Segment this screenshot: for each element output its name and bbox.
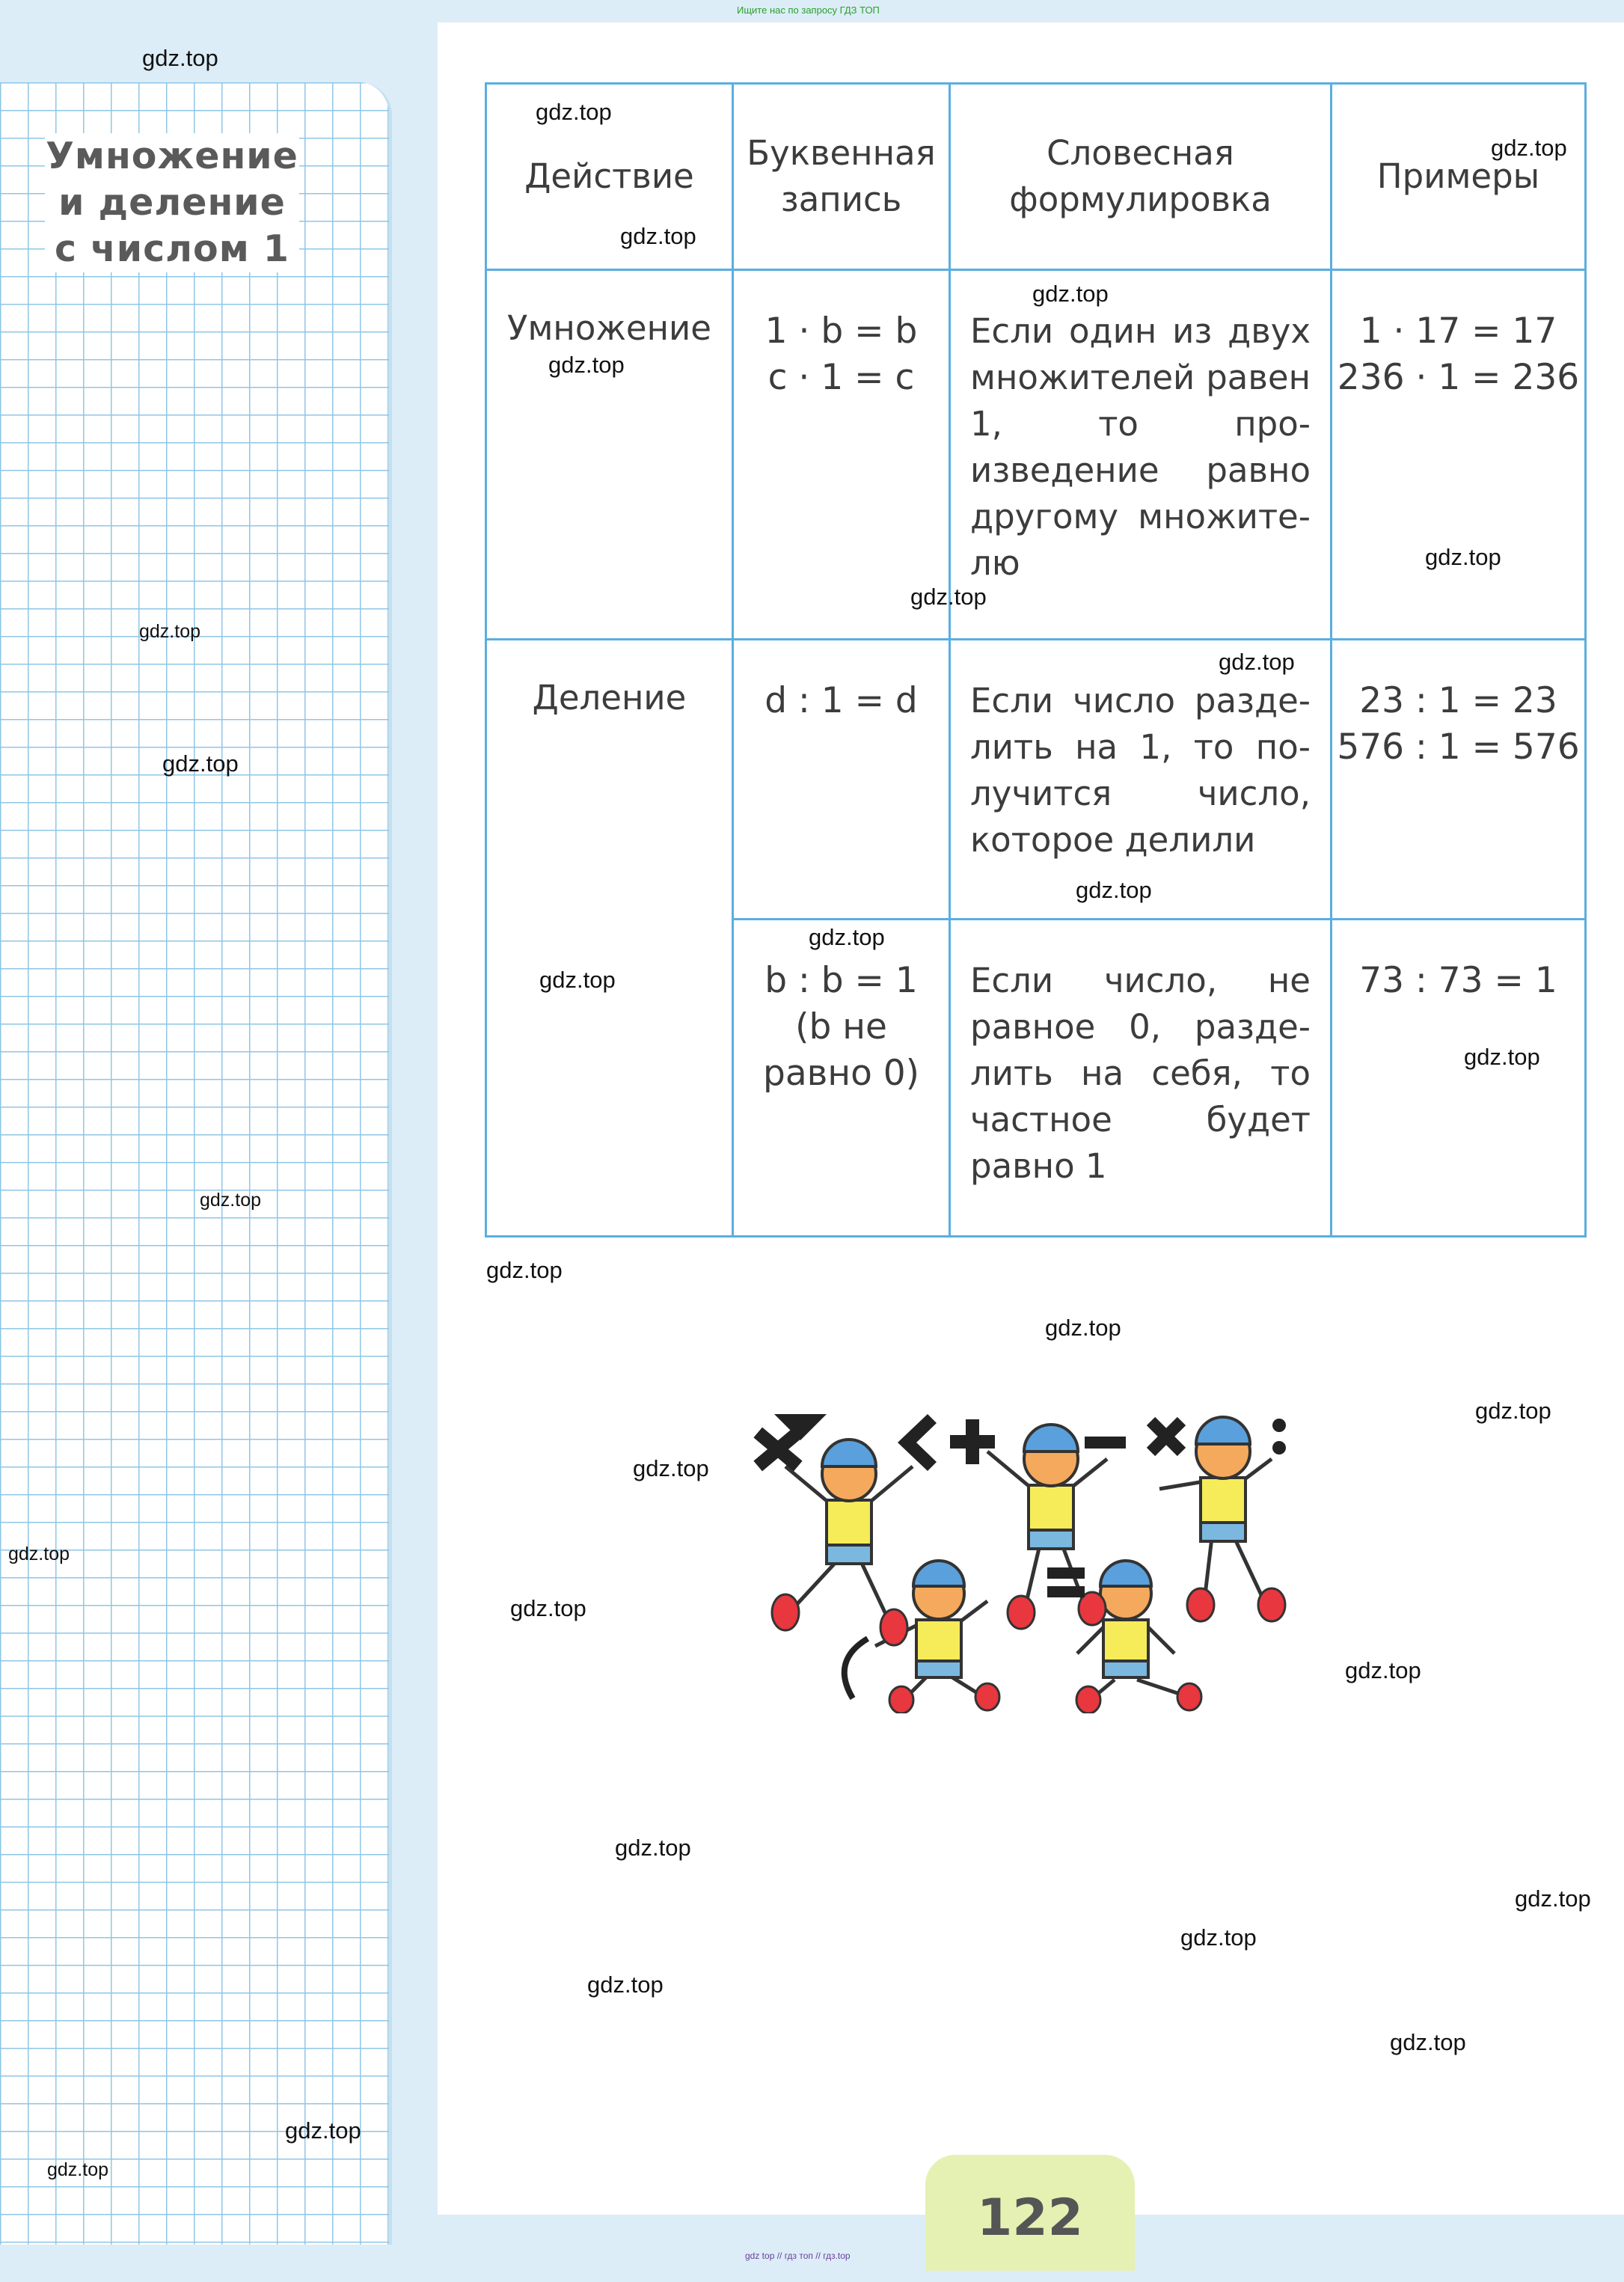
watermark: gdz.top — [633, 1455, 709, 1481]
watermark: gdz.top — [200, 1190, 262, 1211]
watermark: gdz.top — [510, 1595, 586, 1621]
watermark: gdz.top — [139, 621, 201, 642]
top-note: Ищите нас по запросу ГДЗ ТОП — [737, 4, 880, 16]
watermark: gdz.top — [1032, 281, 1109, 307]
rules-table — [485, 82, 1587, 1238]
watermark: gdz.top — [1464, 1044, 1540, 1070]
math-kids-illustration — [741, 1354, 1309, 1713]
cell-wording: Если один из двух множителей равен 1, то про-изведение равно другому множите-лю — [950, 270, 1332, 640]
watermark: gdz.top — [620, 223, 696, 249]
example-line: 236 · 1 = 236 — [1337, 357, 1580, 398]
cell-wording: Если число, не равное 0, разде-лить на себя, то частное будет равно 1 — [950, 920, 1332, 1237]
watermark: gdz.top — [1390, 2029, 1466, 2055]
table-row — [486, 640, 1586, 920]
cell-wording: Если число разде-лить на 1, то по-лучится число, которое делили — [950, 640, 1332, 920]
cell-action: Деление — [486, 640, 733, 1237]
example-line: 576 : 1 = 576 — [1337, 726, 1580, 768]
header-examples: Примеры — [1332, 84, 1586, 270]
watermark: gdz.top — [1345, 1657, 1421, 1683]
watermark: gdz.top — [1475, 1398, 1551, 1424]
watermark: gdz.top — [587, 1971, 664, 1998]
cell-examples — [1332, 920, 1586, 1237]
table-row — [486, 270, 1586, 640]
watermark: gdz.top — [1219, 649, 1295, 675]
watermark: gdz.top — [285, 2117, 361, 2144]
watermark: gdz.top — [162, 750, 239, 777]
side-title — [45, 133, 299, 272]
formula-line: (b не — [795, 1006, 887, 1047]
watermark: gdz.top — [486, 1257, 563, 1283]
example-line: 1 · 17 = 17 — [1359, 311, 1557, 352]
cell-formula — [733, 640, 950, 920]
grid-notebook-strip — [0, 82, 392, 2245]
watermark: gdz.top — [548, 352, 625, 378]
watermark: gdz.top — [536, 99, 612, 125]
cell-action: Умножение — [486, 270, 733, 640]
watermark: gdz.top — [1045, 1315, 1121, 1341]
example-line: 23 : 1 = 23 — [1359, 680, 1557, 721]
formula-line: d : 1 = d — [764, 680, 918, 721]
watermark: gdz.top — [615, 1835, 691, 1861]
header-formula: Буквенная запись — [733, 84, 950, 270]
example-line: 73 : 73 = 1 — [1359, 960, 1557, 1001]
cell-formula — [733, 920, 950, 1237]
watermark: gdz.top — [142, 45, 218, 71]
formula-line: 1 · b = b — [764, 311, 918, 352]
header-action: Действие — [486, 84, 733, 270]
formula-line: равно 0) — [763, 1053, 919, 1094]
side-title-line-2: и деление — [45, 180, 299, 226]
formula-line: b : b = 1 — [764, 960, 918, 1001]
bottom-note: gdz top // гдз топ // гдз.top — [745, 2251, 851, 2261]
watermark: gdz.top — [47, 2159, 109, 2180]
page-number: 122 — [925, 2155, 1135, 2271]
watermark: gdz.top — [1515, 1885, 1591, 1912]
watermark: gdz.top — [539, 967, 616, 993]
watermark: gdz.top — [910, 584, 987, 610]
watermark: gdz.top — [1425, 544, 1501, 570]
cell-examples — [1332, 270, 1586, 640]
formula-line: c · 1 = c — [767, 357, 915, 398]
side-title-line-1: Умножение — [45, 133, 299, 180]
watermark: gdz.top — [8, 1544, 70, 1564]
side-title-line-3: с числом 1 — [45, 226, 299, 272]
watermark: gdz.top — [809, 924, 885, 950]
header-wording: Словесная формулировка — [950, 84, 1332, 270]
watermark: gdz.top — [1076, 877, 1152, 903]
cell-examples — [1332, 640, 1586, 920]
watermark: gdz.top — [1180, 1924, 1257, 1951]
watermark: gdz.top — [1491, 135, 1567, 161]
